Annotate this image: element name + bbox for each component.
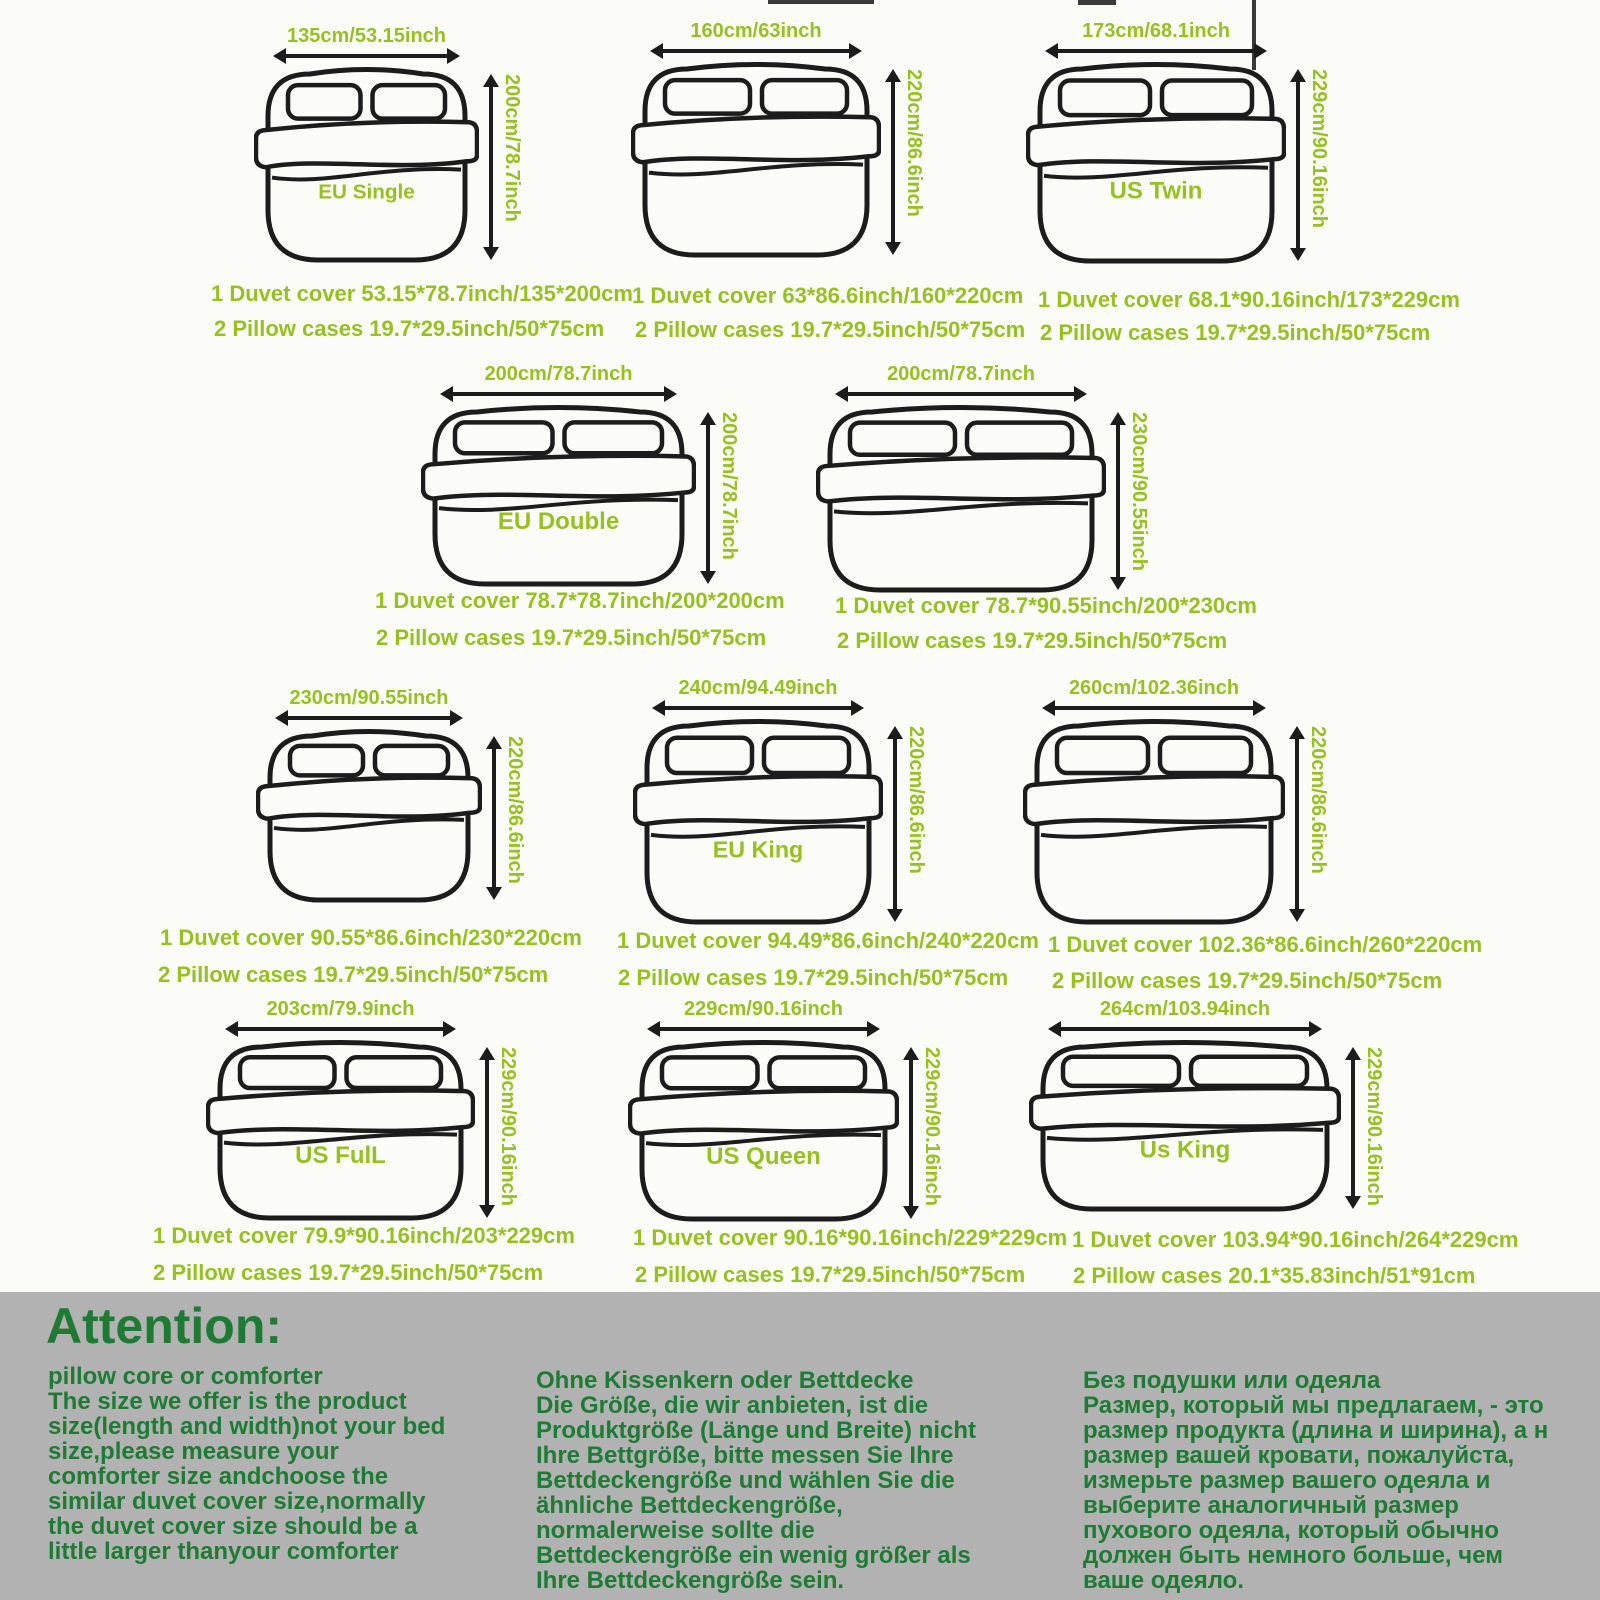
height-arrow-icon [700,412,716,584]
attention-line: размер продукта (длина и ширина), а н [1083,1417,1549,1444]
duvet-fold-band [208,1091,473,1134]
bed-illustration [421,402,696,592]
width-dimension [1029,998,1341,1037]
duvet-cover-spec: 1 Duvet cover 79.9*90.16inch/203*229cm [153,1223,575,1248]
arrow-right-icon [664,386,677,402]
height-dimension [486,736,525,900]
width-arrow-icon [225,1021,456,1037]
height-arrow-icon [1110,412,1126,590]
duvet-cover-spec: 1 Duvet cover 102.36*86.6inch/260*220cm [1048,932,1483,957]
height-dimension-label: 229cm/90.16inch [1308,69,1330,228]
arrow-left-icon [225,1021,238,1037]
arrow-left-icon [1042,700,1055,716]
height-arrow-icon [1345,1047,1361,1209]
arrow-right-icon [443,1021,456,1037]
attention-line: The size we offer is the product [48,1388,407,1415]
arrow-left-icon [652,700,665,716]
bed-name-label: EU Single [318,180,415,204]
width-dimension [256,687,482,726]
pillow-right [1162,81,1252,116]
bed-diagram [631,59,881,268]
width-dimension-label: 264cm/103.94inch [1099,998,1271,1020]
pillow-left [290,746,363,776]
duvet-fold-band [1031,1088,1339,1129]
width-dimension [1023,677,1285,716]
pillow-cases-spec: 2 Pillow cases 19.7*29.5inch/50*75cm [214,316,605,341]
pillow-cases-spec: 2 Pillow cases 19.7*29.5inch/50*75cm [635,317,1026,342]
duvet-cover-spec: 1 Duvet cover 103.94*90.16inch/264*229cm [1072,1227,1519,1252]
arrow-down-icon [887,909,903,922]
arrow-left-icon [650,43,663,59]
pillow-right [373,85,446,118]
bed-diagram [628,1037,899,1232]
arrow-right-icon [849,43,862,59]
pillow-left [240,1057,335,1088]
duvet-fold-band [633,117,879,163]
attention-line: pillow core or comforter [48,1363,323,1390]
attention-line: size(length and width)not your bed [48,1413,446,1440]
height-dimension [483,74,522,260]
pillow-left [850,423,955,455]
attention-text-german [536,1368,976,1593]
width-dimension-label: 135cm/53.15inch [287,25,446,47]
arrow-up-icon [479,1047,495,1060]
attention-line: Bettdeckengröße und wählen Sie die [536,1467,955,1494]
bed-name-label: EU Double [497,507,620,535]
duvet-cover-spec: 1 Duvet cover 90.55*86.6inch/230*220cm [160,925,582,950]
bed-card [206,998,518,1231]
duvet-cover-spec: 1 Duvet cover 63*86.6inch/160*220cm [632,283,1024,308]
arrow-right-icon [447,48,460,64]
bed-card [628,998,942,1232]
bed-card [1026,20,1329,274]
duvet-cover-spec: 1 Duvet cover 78.7*78.7inch/200*200cm [375,588,785,613]
bed-diagram [256,726,482,913]
height-dimension-label: 200cm/78.7inch [718,412,740,560]
width-dimension-label: 200cm/78.7inch [887,363,1035,385]
bed-card [421,363,739,597]
height-arrow-icon [479,1047,495,1218]
arrow-down-icon [1110,577,1126,590]
height-dimension [903,1047,942,1219]
height-arrow-icon [486,736,502,900]
pillow-left [1060,81,1150,116]
bed-card [1023,677,1328,935]
pillow-right [764,738,849,773]
attention-line: должен быть немного больше, чем [1083,1542,1503,1569]
height-dimension-label: 229cm/90.16inch [497,1047,519,1206]
pillow-right [565,422,663,453]
arrow-up-icon [1110,412,1126,425]
arrow-down-icon [486,887,502,900]
width-arrow-icon [647,1021,880,1037]
bed-name-label: US Queen [706,1142,821,1170]
width-dimension-label: 200cm/78.7inch [484,363,633,385]
pillow-right [762,80,847,113]
width-arrow-icon [273,48,460,64]
attention-line: ваше одеяло. [1083,1567,1244,1594]
attention-panel [0,1292,1600,1600]
height-dimension-label: 229cm/90.16inch [921,1047,943,1206]
pillow-left [1057,738,1148,773]
duvet-cover-spec: 1 Duvet cover 53.15*78.7inch/135*200cm [211,281,633,306]
height-arrow-icon [1289,726,1305,922]
arrow-up-icon [887,726,903,739]
bed-illustration [1029,1037,1341,1217]
bed-illustration [206,1037,475,1226]
attention-line: размер вашей кровати, пожалуйста, [1083,1442,1515,1469]
pillow-cases-spec: 2 Pillow cases 19.7*29.5inch/50*75cm [1052,968,1443,993]
arrow-up-icon [486,736,502,749]
arrow-left-icon [275,710,288,726]
duvet-fold-band [1025,776,1283,824]
width-arrow-icon [275,710,463,726]
attention-line: Размер, который мы предлагаем, - это [1083,1392,1544,1419]
width-dimension [206,998,475,1037]
pillow-cases-spec: 2 Pillow cases 19.7*29.5inch/50*75cm [158,962,549,987]
arrow-down-icon [479,1205,495,1218]
duvet-cover-spec: 1 Duvet cover 90.16*90.16inch/229*229cm [633,1225,1068,1250]
height-dimension [1289,726,1328,922]
height-dimension-label: 230cm/90.55inch [1128,412,1150,571]
arrow-left-icon [273,48,286,64]
pillow-right [967,423,1072,455]
height-dimension [700,412,739,584]
bed-diagram [816,402,1106,603]
pillow-cases-spec: 2 Pillow cases 19.7*29.5inch/50*75cm [1040,320,1431,345]
attention-line: comforter size andchoose the [48,1463,389,1490]
arrow-right-icon [1254,43,1267,59]
pillow-cases-spec: 2 Pillow cases 19.7*29.5inch/50*75cm [837,628,1228,653]
arrow-down-icon [483,247,499,260]
height-dimension [479,1047,518,1218]
arrow-left-icon [1045,43,1058,59]
height-dimension-label: 220cm/86.6inch [504,736,526,884]
width-dimension [628,998,899,1037]
pillow-left [288,85,361,118]
attention-text-english [48,1364,445,1564]
arrow-left-icon [647,1021,660,1037]
duvet-cover-spec: 1 Duvet cover 78.7*90.55inch/200*230cm [835,593,1257,618]
duvet-cover-spec: 1 Duvet cover 68.1*90.16inch/173*229cm [1038,287,1460,312]
arrow-down-icon [1289,909,1305,922]
attention-line: Без подушки или одеяла [1083,1367,1381,1394]
arrow-right-icon [851,700,864,716]
duvet-fold-band [1028,118,1284,165]
bed-name-label: US FulL [295,1142,386,1170]
pillow-right [347,1057,442,1088]
attention-line: size,please measure your [48,1438,339,1465]
width-arrow-icon [650,43,862,59]
pillow-cases-spec: 2 Pillow cases 19.7*29.5inch/50*75cm [153,1260,544,1285]
height-dimension [1110,412,1149,590]
width-dimension [816,363,1106,402]
width-dimension [254,25,479,64]
duvet-fold-band [818,457,1104,501]
bed-card [1029,998,1384,1222]
bed-card [631,20,924,268]
bed-name-label: Us King [1139,1136,1231,1164]
height-dimension-label: 229cm/90.16inch [1363,1047,1385,1206]
attention-heading: Attention: [46,1298,283,1354]
pillow-right [1191,1057,1307,1086]
arrow-down-icon [885,242,901,255]
arrow-right-icon [450,710,463,726]
pillow-right [375,746,448,776]
bed-illustration [816,402,1106,598]
bed-card [816,363,1149,603]
height-dimension-label: 220cm/86.6inch [1307,726,1329,874]
width-arrow-icon [835,386,1087,402]
arrow-up-icon [903,1047,919,1060]
width-arrow-icon [652,700,864,716]
pillow-cases-spec: 2 Pillow cases 19.7*29.5inch/50*75cm [618,965,1009,990]
arrow-right-icon [1074,386,1087,402]
bed-card [256,687,525,913]
height-arrow-icon [887,726,903,922]
height-dimension [1345,1047,1384,1209]
bed-card [254,25,522,273]
arrow-right-icon [1253,700,1266,716]
width-dimension [1026,20,1286,59]
arrow-up-icon [1345,1047,1361,1060]
height-arrow-icon [903,1047,919,1219]
width-dimension-label: 230cm/90.55inch [289,687,449,709]
pillow-cases-spec: 2 Pillow cases 19.7*29.5inch/50*75cm [635,1262,1026,1287]
pillow-right [1160,738,1251,773]
attention-line: similar duvet cover size,normally [48,1488,426,1515]
attention-line: Bettdeckengröße ein wenig größer als [536,1542,971,1569]
arrow-right-icon [867,1021,880,1037]
arrow-up-icon [1290,69,1306,82]
height-arrow-icon [1290,69,1306,261]
duvet-fold-band [258,778,480,819]
width-dimension-label: 260cm/102.36inch [1068,677,1240,699]
height-dimension-label: 220cm/86.6inch [903,69,925,217]
arrow-down-icon [700,571,716,584]
height-dimension-label: 220cm/86.6inch [905,726,927,874]
bed-illustration [628,1037,899,1227]
bed-illustration [633,716,883,930]
attention-line: Produktgröße (Länge und Breite) nicht [536,1417,977,1444]
pillow-left [665,80,750,113]
width-dimension-label: 173cm/68.1inch [1082,20,1230,42]
bed-card [633,677,926,935]
arrow-down-icon [1290,248,1306,261]
height-arrow-icon [885,69,901,255]
bed-name-label: EU King [712,836,804,863]
height-dimension [1290,69,1329,261]
bed-diagram [633,716,883,935]
bed-diagram [1026,59,1286,274]
attention-line: Die Größe, die wir anbieten, ist die [536,1392,929,1419]
width-arrow-icon [1045,43,1267,59]
bed-diagram [254,64,479,273]
width-dimension [421,363,696,402]
width-arrow-icon [1048,1021,1322,1037]
duvet-cover-spec: 1 Duvet cover 94.49*86.6inch/240*220cm [617,928,1039,953]
bed-diagram [421,402,696,597]
height-arrow-icon [483,74,499,260]
width-dimension-label: 203cm/79.9inch [266,998,415,1020]
arrow-up-icon [1289,726,1305,739]
attention-line: Ohne Kissenkern oder Bettdecke [536,1367,914,1394]
arrow-down-icon [1345,1196,1361,1209]
height-dimension [887,726,926,922]
attention-line: выберите аналогичный размер [1083,1492,1459,1519]
width-dimension [633,677,883,716]
duvet-fold-band [635,776,881,824]
arrow-right-icon [1309,1021,1322,1037]
arrow-up-icon [885,69,901,82]
duvet-fold-band [256,122,477,168]
arrow-down-icon [903,1206,919,1219]
height-dimension-label: 200cm/78.7inch [501,74,523,222]
pillow-left [455,422,553,453]
cropped-artifact [768,0,874,4]
width-dimension-label: 160cm/63inch [690,20,822,42]
bed-name-label: US Twin [1109,177,1203,205]
arrow-left-icon [1048,1021,1061,1037]
cropped-artifact [1078,0,1116,5]
bed-illustration [1026,59,1286,269]
pillow-cases-spec: 2 Pillow cases 19.7*29.5inch/50*75cm [376,625,767,650]
width-dimension-label: 240cm/94.49inch [678,677,838,699]
bed-illustration [254,64,479,268]
arrow-left-icon [440,386,453,402]
attention-line: little larger thanyour comforter [48,1538,399,1565]
pillow-right [770,1057,866,1088]
attention-line: Ihre Bettdeckengröße sein. [536,1567,845,1594]
width-arrow-icon [440,386,677,402]
bed-illustration [631,59,881,263]
width-arrow-icon [1042,700,1266,716]
arrow-left-icon [835,386,848,402]
width-dimension [631,20,881,59]
bed-diagram [206,1037,475,1231]
arrow-up-icon [700,412,716,425]
bed-diagram [1023,716,1285,935]
bed-diagram [1029,1037,1341,1222]
attention-line: the duvet cover size should be a [48,1513,418,1540]
width-dimension-label: 229cm/90.16inch [684,998,843,1020]
arrow-up-icon [483,74,499,87]
attention-line: normalerweise sollte die [536,1517,815,1544]
height-dimension [885,69,924,255]
attention-text-russian [1083,1368,1548,1593]
attention-line: пухового одеяла, который обычно [1083,1517,1500,1544]
pillow-left [662,1057,758,1088]
bed-illustration [1023,716,1285,930]
attention-line: ähnliche Bettdeckengröße, [536,1492,843,1519]
attention-line: измерьте размер вашего одеяла и [1083,1467,1491,1494]
pillow-cases-spec: 2 Pillow cases 20.1*35.83inch/51*91cm [1073,1263,1476,1288]
bed-illustration [256,726,482,908]
duvet-fold-band [423,456,694,499]
pillow-left [1063,1057,1179,1086]
pillow-left [667,738,752,773]
duvet-fold-band [630,1091,897,1134]
attention-line: Ihre Bettgröße, bitte messen Sie Ihre [536,1442,954,1469]
